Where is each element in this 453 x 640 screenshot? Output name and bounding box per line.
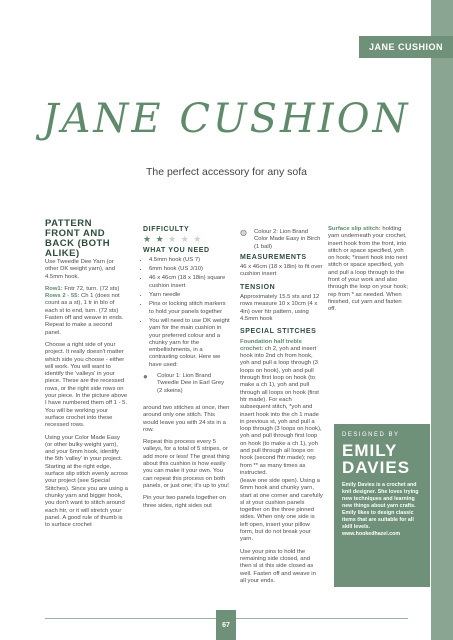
page-title: JANE CUSHION [42, 96, 411, 142]
list-item: • 4.5mm hook (US 7) [149, 257, 230, 264]
pattern-para2: Choose a right side of your project. It really doesn't matter which side you choose - either will work. You will want to identify the 'valleys' in your piece. These are the recessed rows, or the right side rows on your piece. In the picture above I have numbered them off 1 - 5. You will be working your surface crochet into these recessed rows. [45, 341, 128, 429]
col2-para3: Pin your two panels together on three sides, right sides out [143, 495, 226, 509]
ss-text: holding yarn underneath your crochet, insert hook from the front, into stitch or space specified, yoh on hook; *insert hook into next stitch or space specified, yoh and pull a loop through to the front of your work and also through the loop on your hook; rep from * as needed. When finished, cut yarn and fasten off. [328, 226, 408, 313]
designer-bio: Emily Davies is a crochet and knit designer. She loves trying new techniques and learning new things about yarn crafts. Emily likes to design classic items that are suitable for all skill levels. www.hookedhazel.com [342, 482, 419, 537]
star-icon-filled: ★ ★ [143, 234, 165, 245]
col2-para1: around two stitches at once, then around only one stitch. This would leave you with 24 sts in a row. [143, 404, 230, 433]
list-item: • Yarn needle [149, 292, 230, 299]
measurements-text: 46 x 46cm (18 x 18in) to fit over cushion insert [240, 264, 323, 278]
special-stitches-heading: SPECIAL STITCHES [240, 328, 317, 336]
section-tab: JANE CUSHION [359, 36, 453, 58]
star-icon-empty: ★ ★ ★ [164, 234, 203, 245]
yarn-ball-icon: ◍ [240, 228, 247, 237]
requirements-column [143, 223, 230, 515]
rows2-text: Ch 1 (does not count as a st), 1 tr in blo of each st to end, turn. (72 sts) Fasten off and weave in ends. Repeat to make a second panel. [45, 293, 124, 336]
pattern-subheading: FRONT AND BACK (BOTH ALIKE) [45, 228, 111, 259]
page-number: 67 [216, 610, 236, 640]
list-item: • 6mm hook (US J/10) [149, 266, 230, 273]
pattern-column [45, 219, 128, 534]
fhtr-text: ch 2, yoh and insert hook into 2nd ch from hook, yoh and pull a loop through (3 loops on hook), yoh and pull through first loop on hook (to make a ch 1), yoh and pull through all loops on hook (first htr made). For each subsequent stitch, *yoh and insert hook into the ch 1 made in previous st, yoh and pull a loop through (3 loops on hook), yoh and pull through first loop on hook (to make a ch 1), yoh and pull through all loops on hook (second fhtr made); rep from ** as many times as instructed. [240, 345, 322, 476]
designer-name [342, 442, 422, 476]
difficulty-stars [143, 236, 230, 243]
list-item: • You will need to use DK weight yarn for the main cushion in your preferred colour and a chunky yarn for the embellishments, in a contrasting colour. Here we have used: [149, 318, 230, 369]
pattern-intro: Use Tweedle Dee Yarn (or other DK weight yarn), and 4.5mm hook. [45, 259, 116, 280]
pattern-para3: Using your Color Made Easy (or other bulky weight yarn), and your 6mm hook, identify the 5th 'valley' in your project. Starting at the right edge, surface slip stitch evenly across your project (see Special Stitches). Since you are using a chunky yarn and bigger hook, you don't want to stitch around each htr, or it will stretch your panel. A good rule of thumb is to surface crochet [45, 434, 128, 529]
supplies-list [143, 257, 230, 369]
tension-text: Approximately 15.5 sts and 12 rows measure 10 x 10cm (4 x 4in) over htr pattern, using 4.5mm hook [240, 294, 320, 322]
fhtr-paragraph [240, 339, 323, 478]
specs-column [240, 226, 323, 482]
what-you-need-heading: WHAT YOU NEED [143, 246, 210, 254]
designer-first-name: EMILY [342, 441, 398, 460]
colour2-yarn [240, 229, 323, 251]
pattern-heading: PATTERN [45, 218, 92, 229]
row1-text: Fntr 72, turn. (72 sts) [64, 285, 120, 292]
page-subtitle: The perfect accessory for any sofa [145, 166, 308, 178]
colour2-text: Colour 2: Lion Brand Color Made Easy in Birch (1 ball) [254, 229, 321, 250]
colour1-yarn [143, 373, 230, 395]
tension-heading: TENSION [240, 283, 276, 291]
colour1-text: Colour 1: Lion Brand Tweedle Dee in Earl Grey (2 skeins) [157, 373, 225, 394]
measurements-heading: MEASUREMENTS [240, 253, 307, 261]
assembly-text [240, 478, 323, 590]
list-item: • Pins or locking stitch markers to hold your panels together [149, 301, 230, 316]
ss-paragraph [328, 226, 408, 314]
row1-label: Row1: [45, 285, 63, 292]
fhtr-label: Foundation half treble crochet: [240, 338, 302, 352]
col3-para2: Use your pins to hold the remaining side closed, and then sl st this side closed as well. Fasten off and weave in all your ends. [240, 548, 316, 584]
rows2-label: Rows 2 - 55: [45, 293, 80, 300]
designer-label: DESIGNED BY [342, 432, 400, 438]
difficulty-heading: DIFFICULTY [143, 226, 190, 233]
col3-para1: (leave one side open). Using a 6mm hook and chunky yarn, start at one corner and carefully sl st your cushion panels together on the three pinned sides. When only one side is left open, insert your pillow form, but do not break your yarn. [240, 478, 323, 543]
designer-box [334, 424, 430, 587]
col2-para2: Repeat this process every 5 valleys, for a total of 5 stripes, or add more or less! The great thing about this cushion is how easily you can make it your own. You can repeat this process on both panels, or just one; it's up to you! [143, 439, 230, 489]
designer-last-name: DAVIES [342, 458, 411, 477]
stitches-continued-column [328, 226, 408, 319]
ss-label: Surface slip stitch: [328, 226, 381, 232]
pattern-rows [45, 286, 128, 337]
list-item: • 46 x 46cm (18 x 18in) square cushion insert [149, 275, 230, 290]
yarn-ball-icon: ● [143, 372, 148, 382]
